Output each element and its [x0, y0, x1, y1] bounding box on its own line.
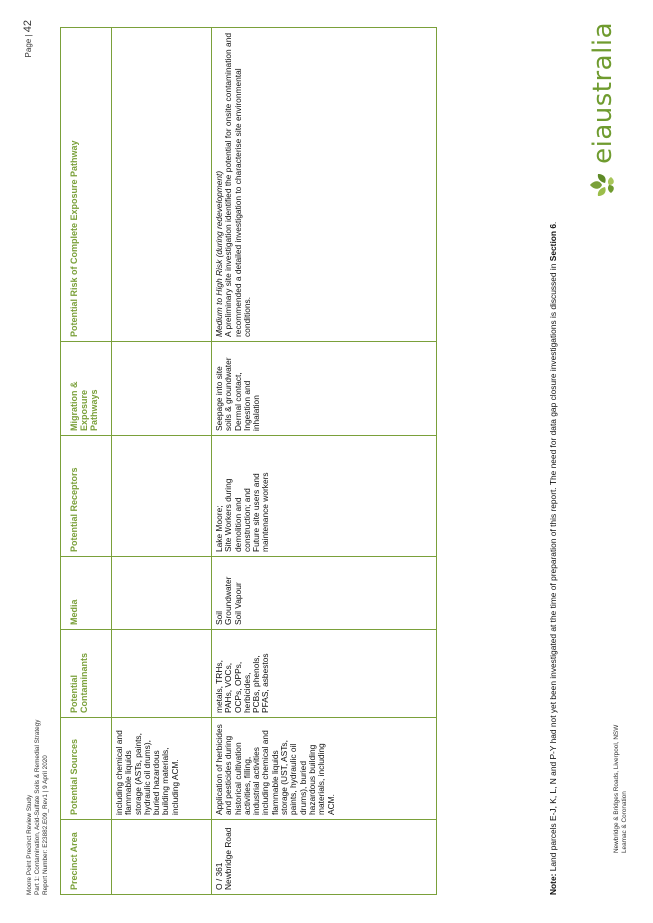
page-number	[22, 20, 34, 57]
contaminants-cell	[212, 630, 437, 718]
sources-cell: including chemical and flammable liquids storage (ASTs, paints, hydraulic oil drums), buried hazardous building materials, including ACM.	[112, 718, 212, 820]
risk-cell	[112, 28, 212, 342]
column-header: Potential Sources	[61, 718, 112, 820]
risk-cell	[212, 28, 437, 342]
leaf-cluster-icon	[586, 168, 620, 202]
sources-cell: Application of herbicides and pesticides during historical cultivation activities, filling, industrial activities including chemical and flammable liquids storage (UST, ASTs, paints, hydraulic oil drums), buried hazardous building materials, including ACM.	[212, 718, 437, 820]
contaminant-line: metals, TRHs,	[214, 660, 224, 713]
receptor-line: Lake Moore;	[214, 505, 224, 552]
receptors-cell	[112, 436, 212, 557]
table-note	[548, 35, 558, 895]
contaminant-line: PAHs, VOCs,	[223, 662, 234, 713]
media-line: Soil Vapour	[232, 582, 243, 625]
pathways-cell	[212, 342, 437, 436]
risk-description: A preliminary site investigation identified the potential for onsite contamination and recommended a detailed investigation to characterise site environmental conditions.	[223, 32, 252, 337]
column-header: Precinct Area	[61, 820, 112, 895]
receptor-line: demolition and	[232, 497, 243, 552]
company-logo	[586, 22, 620, 202]
table-row	[112, 28, 212, 895]
report-header	[26, 720, 50, 895]
exposure-pathway-table	[60, 27, 437, 895]
risk-rating: Medium to High Risk (during redevelopment)	[214, 170, 224, 337]
pathway-line: Dermal contact,	[232, 372, 243, 431]
table-header-row	[61, 28, 112, 895]
header-line: Part 1: Contamination, Acid-Sulfate Soils & Remedial Strategy	[34, 719, 41, 895]
footer-address	[613, 725, 629, 853]
contaminant-line: PFAS, asbestos	[260, 653, 271, 713]
receptor-line: maintenance workers	[260, 472, 271, 552]
pathway-line: inhalation	[251, 395, 262, 431]
media-cell	[112, 557, 212, 630]
precinct-cell: O / 361 Newbridge Road	[212, 820, 437, 895]
contaminant-line: herbicides,	[241, 672, 252, 713]
pathways-cell	[112, 342, 212, 436]
receptor-line: Site Workers during	[223, 478, 234, 552]
pathway-line: soils & groundwater	[223, 357, 234, 431]
table-row	[212, 28, 437, 895]
contaminant-line: OCPs, OPPs,	[232, 661, 243, 713]
media-line: Groundwater	[223, 576, 234, 625]
media-cell	[212, 557, 437, 630]
column-header: Media	[61, 557, 112, 630]
note-end: .	[548, 221, 558, 224]
receptor-line: construction; and	[241, 488, 252, 552]
page-label: Page |	[24, 32, 33, 58]
header-line: Moore Point Precinct Review Study	[26, 794, 33, 895]
receptors-cell	[212, 436, 437, 557]
note-label: Note:	[548, 873, 558, 895]
receptor-line: Future site users and	[251, 473, 262, 552]
logo-wordmark: eiaustralia	[588, 22, 618, 164]
section-reference: Section 6	[548, 224, 558, 262]
pathway-line: Seepage into site	[214, 366, 224, 431]
column-header: Potential Contaminants	[61, 630, 112, 718]
contaminant-line: PCBs, phenols,	[251, 655, 262, 713]
precinct-cell	[112, 820, 212, 895]
contaminants-cell	[112, 630, 212, 718]
header-line: Report Number: E23882.E09_Rev1 | 9 April 2020	[42, 755, 49, 895]
pathway-line: Ingestion and	[241, 380, 252, 431]
note-text: Land parcels E-J, K, L, N and P-Y had not yet been investigated at the time of preparation of this report. The need for data gap closure investigations is discussed in	[548, 261, 558, 874]
page-number-value: 42	[22, 20, 34, 33]
footer-line: Leamac & Coronation	[621, 791, 628, 853]
media-line: Soil	[214, 611, 224, 625]
column-header: Potential Receptors	[61, 436, 112, 557]
column-header: Migration & Exposure Pathways	[61, 342, 112, 436]
column-header: Potential Risk of Complete Exposure Pathway	[61, 28, 112, 342]
footer-line: Newbridge & Bridges Roads, Liverpool, NSW	[613, 724, 620, 853]
